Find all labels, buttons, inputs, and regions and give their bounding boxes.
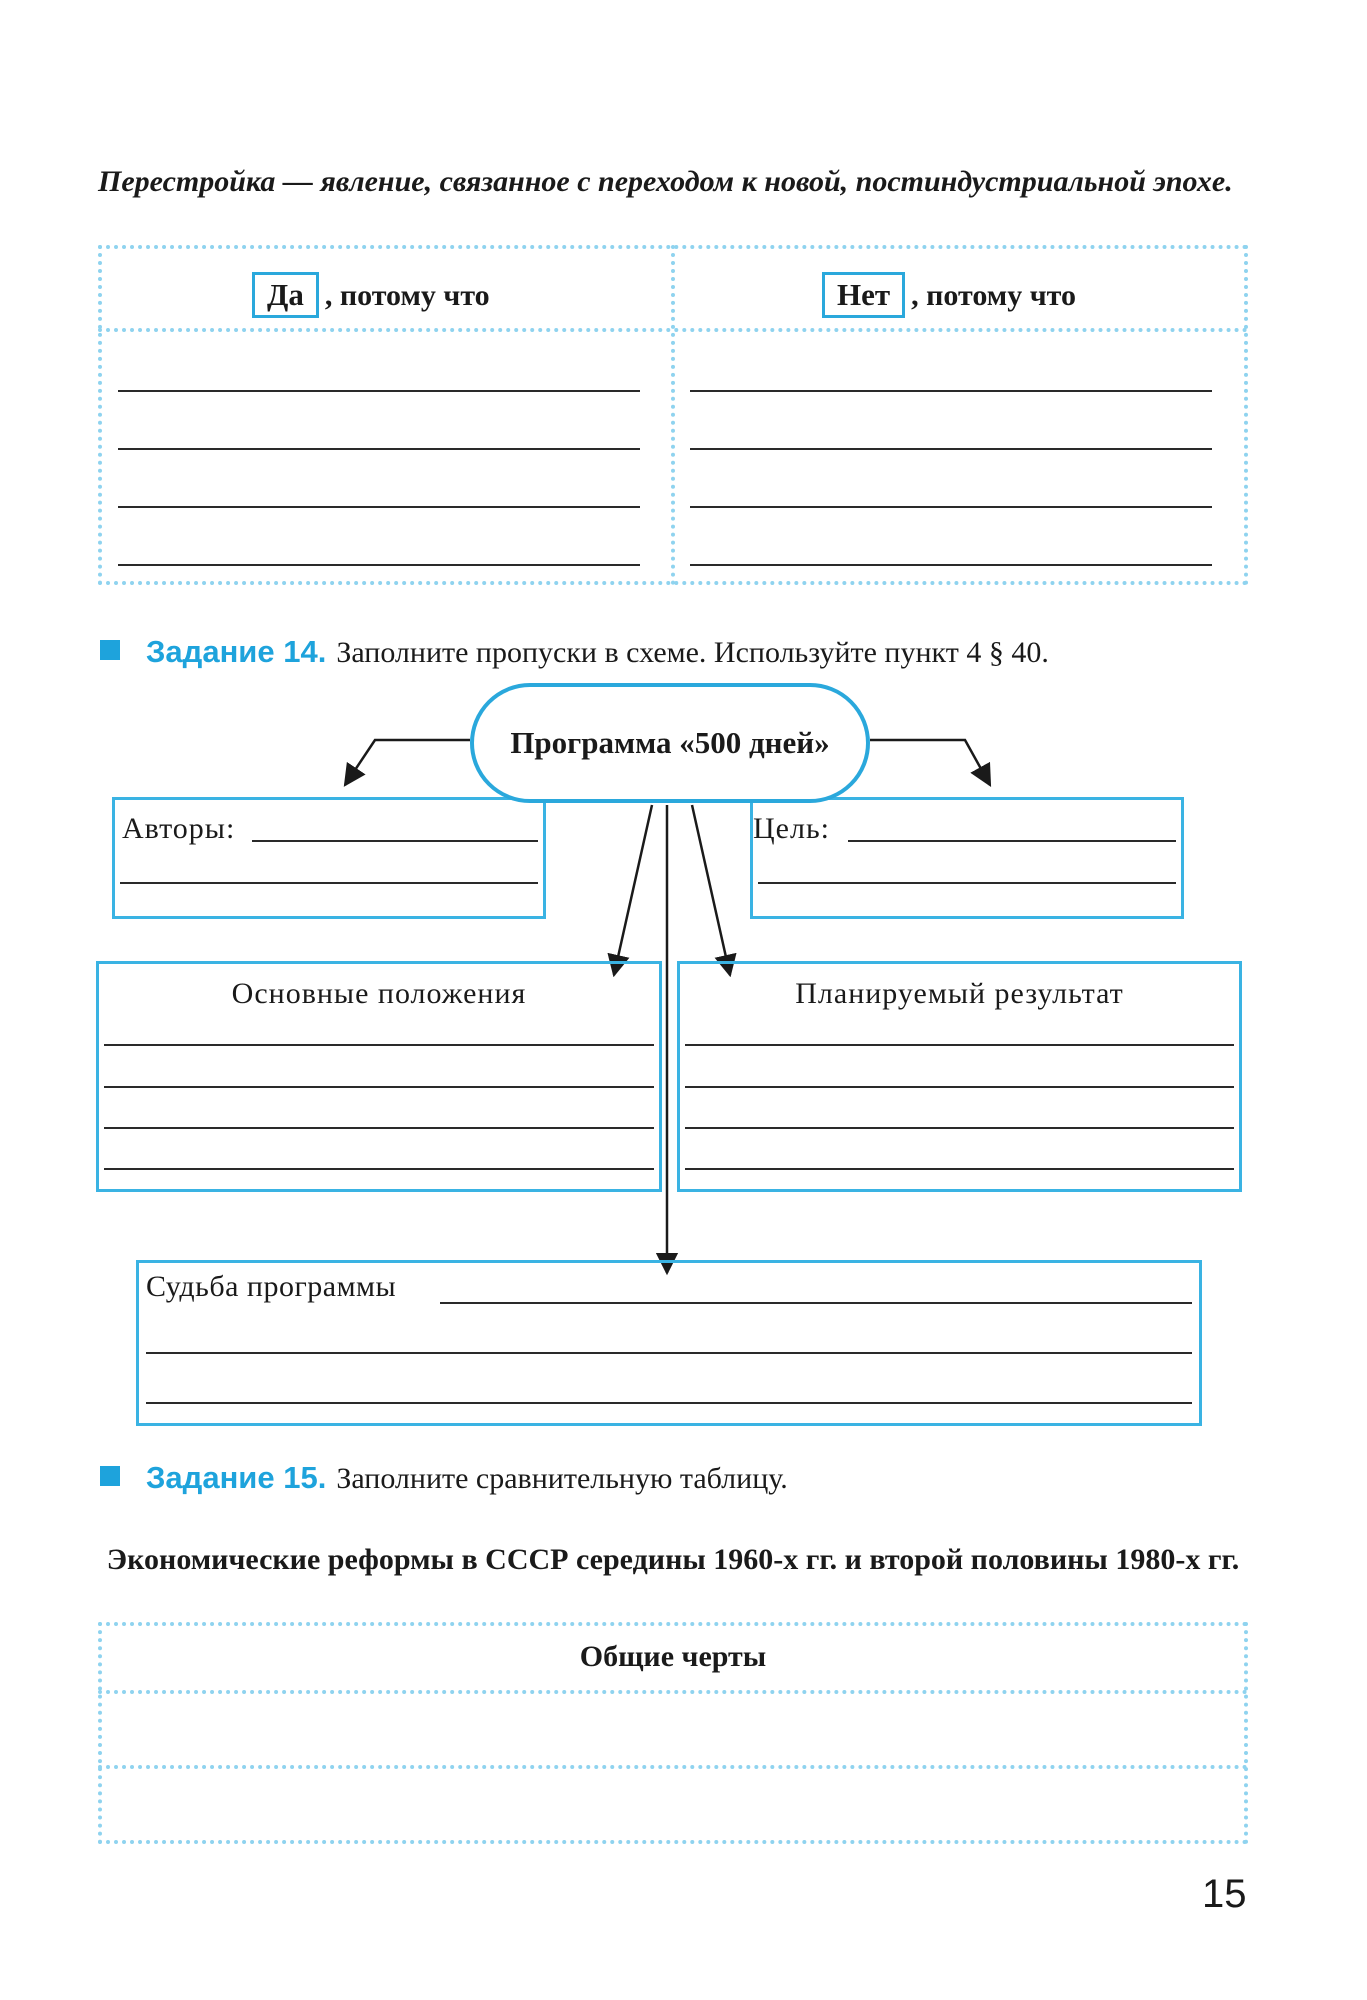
task14-label: Задание 14. — [146, 634, 327, 669]
main-provisions-answer-line[interactable] — [104, 1168, 654, 1170]
planned-result-answer-line[interactable] — [685, 1044, 1234, 1046]
arrow-to-goal — [870, 740, 990, 785]
table-title: Экономические реформы в СССР середины 1960-х гг. и второй половины 1980-х гг. — [106, 1543, 1240, 1576]
fate-answer-line[interactable] — [440, 1302, 1192, 1304]
yes-because-text: , потому что — [324, 279, 490, 312]
goal-answer-line[interactable] — [848, 840, 1176, 842]
main-provisions-answer-line[interactable] — [104, 1086, 654, 1088]
arrow-to-planned-result — [692, 805, 730, 975]
task15-square-icon — [100, 1466, 120, 1486]
fate-label: Судьба программы — [146, 1270, 397, 1303]
common-features-cell[interactable] — [102, 1694, 1244, 1765]
planned-result-answer-line[interactable] — [685, 1086, 1234, 1088]
planned-result-answer-line[interactable] — [685, 1127, 1234, 1129]
main-provisions-answer-line[interactable] — [104, 1044, 654, 1046]
common-features-cell[interactable] — [102, 1769, 1244, 1840]
yes-box: Да — [252, 272, 319, 318]
planned-result-answer-line[interactable] — [685, 1168, 1234, 1170]
goal-answer-line[interactable] — [758, 882, 1176, 884]
authors-answer-line[interactable] — [120, 882, 538, 884]
fate-answer-line[interactable] — [146, 1352, 1192, 1354]
task15-heading — [100, 1460, 788, 1496]
comparison-table-header: Общие черты — [579, 1640, 767, 1673]
main-provisions-label: Основные положения — [231, 977, 527, 1010]
authors-label: Авторы: — [122, 812, 236, 845]
page-number: 15 — [1202, 1872, 1247, 1916]
statement-text: Перестройка — явление, связанное с переходом к новой, постиндустриальной эпохе. — [98, 165, 1233, 198]
task15-instruction: Заполните сравнительную таблицу. — [336, 1462, 788, 1495]
program-500-days-node: Программа «500 дней» — [470, 683, 870, 803]
main-provisions-answer-line[interactable] — [104, 1127, 654, 1129]
arrow-to-main-provisions — [614, 805, 652, 975]
no-box: Нет — [822, 272, 905, 318]
goal-label: Цель: — [753, 812, 830, 845]
authors-answer-line[interactable] — [252, 840, 538, 842]
fate-answer-line[interactable] — [146, 1402, 1192, 1404]
task14-instruction: Заполните пропуски в схеме. Используйте пункт 4 § 40. — [336, 636, 1049, 669]
no-because-text: , потому что — [911, 279, 1076, 312]
task15-label: Задание 15. — [146, 1460, 327, 1495]
arrow-to-authors — [345, 740, 470, 785]
planned-result-label: Планируемый результат — [795, 977, 1124, 1010]
